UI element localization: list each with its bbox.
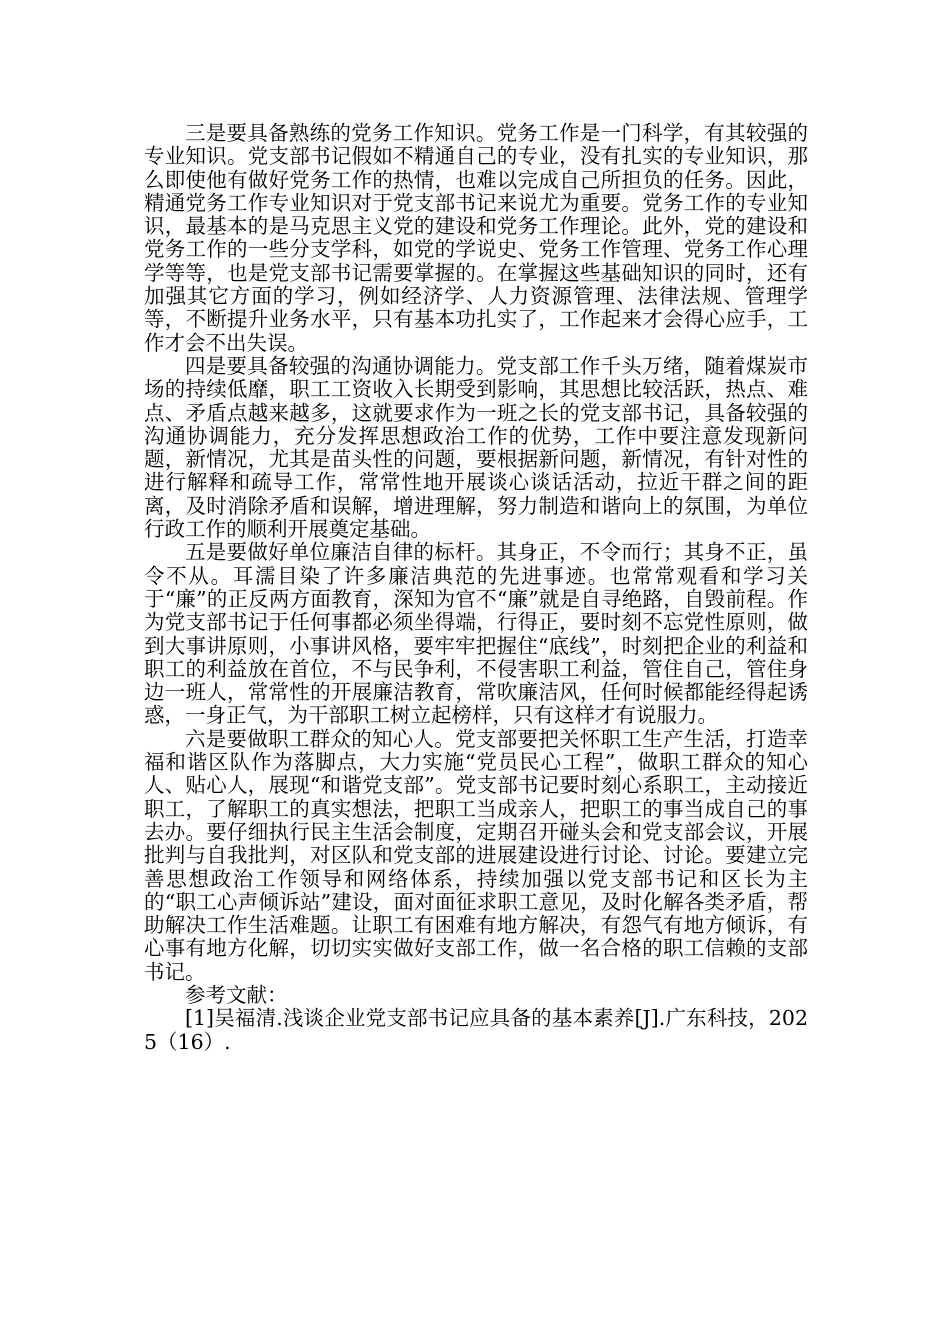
paragraph-communication: 四是要具备较强的沟通协调能力。党支部工作千头万绪，随着煤炭市场的持续低靡，职工工资收入长期受到影响，其思想比较活跃，热点、难点、矛盾点越来越多，这就要求作为一班之长的党支部书记，具备较强的沟通协调能力，充分发挥思想政治工作的优势，工作中要注意发现新问题，新情况，尤其是苗头性的问题，要根据新问题，新情况，有针对性的进行解释和疏导工作，常常性地开展谈心谈话活动，拉近干群之间的距离，及时消除矛盾和误解，增进理解，努力制造和谐向上的氛围，为单位行政工作的顺利开展奠定基础。 — [144, 353, 808, 542]
paragraph-knowledge: 三是要具备熟练的党务工作知识。党务工作是一门科学，有其较强的专业知识。党支部书记假如不精通自己的专业，没有扎实的专业知识，那么即使他有做好党务工作的热情，也难以完成自己所担负的任务。因此，精通党务工作专业知识对于党支部书记来说尤为重要。党务工作的专业知识，最基本的是马克思主义党的建设和党务工作理论。此外，党的建设和党务工作的一些分支学科，如党的学说史、党务工作管理、党务工作心理学等等，也是党支部书记需要掌握的。在掌握这些基础知识的同时，还有加强其它方面的学习，例如经济学、人力资源管理、法律法规、管理学等，不断提升业务水平，只有基本功扎实了，工作起来才会得心应手，工作才会不出失误。 — [144, 121, 808, 355]
references-section — [144, 984, 808, 1054]
reference-item: [1]吴福清.浅谈企业党支部书记应具备的基本素养[J].广东科技，2025（16）. — [144, 1006, 808, 1054]
document-body — [144, 122, 808, 1054]
references-heading: 参考文献： — [185, 982, 288, 1007]
paragraph-confidant: 六是要做职工群众的知心人。党支部要把关怀职工生产生活，打造幸福和谐区队作为落脚点，大力实施“党员民心工程”，做职工群众的知心人、贴心人，展现“和谐党支部”。党支部书记要时刻心系职工，主动接近职工，了解职工的真实想法，把职工当成亲人，把职工的事当成自己的事去办。要仔细执行民主生活会制度，定期召开碰头会和党支部会议，开展批判与自我批判，对区队和党支部的进展建设进行讨论、讨论。要建立完善思想政治工作领导和网络体系，持续加强以党支部书记和区长为主的“职工心声倾诉站”建设，面对面征求职工意见，及时化解各类矛盾，帮助解决工作生活难题。让职工有困难有地方解决，有怨气有地方倾诉，有心事有地方化解，切切实实做好支部工作，做一名合格的职工信赖的支部书记。 — [144, 726, 808, 984]
paragraph-integrity: 五是要做好单位廉洁自律的标杆。其身正，不令而行；其身不正，虽令不从。耳濡目染了许多廉洁典范的先进事迹。也常常观看和学习关于“廉”的正反两方面教育，深知为官不“廉”就是自寻绝路，自毁前程。作为党支部书记于任何事都必须坐得端，行得正，要时刻不忘党性原则，做到大事讲原则，小事讲风格，要牢牢把握住“底线”，时刻把企业的利益和职工的利益放在首位，不与民争利，不侵害职工利益，管住自己，管住身边一班人，常常性的开展廉洁教育，常吹廉洁风，任何时候都能经得起诱惑，一身正气，为干部职工树立起榜样，只有这样才有说服力。 — [144, 540, 808, 728]
